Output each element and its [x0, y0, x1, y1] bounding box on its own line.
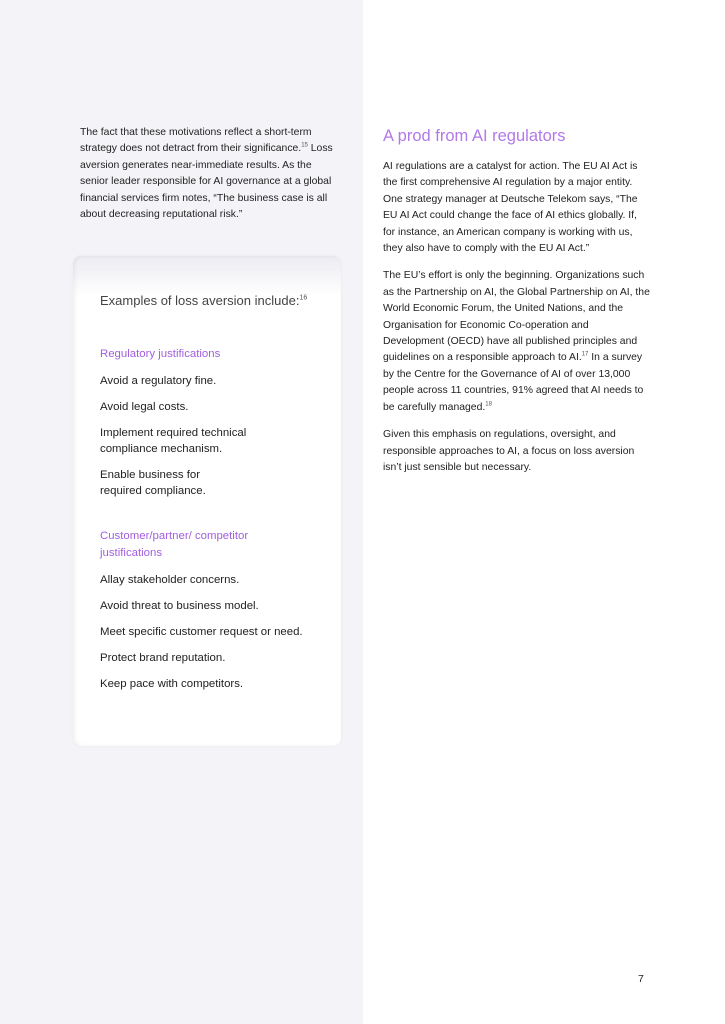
intro-paragraph [80, 125, 342, 223]
list-item: Implement required technical compliance mechanism. [100, 427, 247, 455]
card-title-text: Examples of loss aversion include: [100, 293, 300, 308]
paragraph: AI regulations are a catalyst for action. The EU AI Act is the first comprehensive AI regulation by a major entity. One strategy manager at Deutsche Telekom says, “The EU AI Act could change the face of AI ethics globally. If, for instance, an American company is working with us, they also have to comply with the EU AI Act.” [383, 161, 638, 255]
list-item: Avoid a regulatory fine. [100, 375, 217, 387]
footnote-ref: 17 [581, 352, 589, 358]
footnote-ref: 16 [299, 294, 308, 302]
paragraph-text: The EU’s effort is only the beginning. Organizations such as the Partnership on AI, the Global Partnership on AI, the World Economic Forum, the United Nations, and the Organisation for Economic Co-operation and Development (OECD) have all published principles and guidelines on a responsible approach to AI. [383, 270, 650, 364]
list-item: Avoid threat to business model. [100, 600, 259, 612]
paragraph: Given this emphasis on regulations, oversight, and responsible approaches to AI, a focus on loss aversion isn’t just sensible but necessary. [383, 429, 635, 473]
intro-line-1: The fact that these motivations reflect a short-term strategy does not detract from their significance. [80, 127, 312, 155]
footnote-ref: 18 [485, 401, 492, 408]
right-column [383, 125, 651, 487]
list-item: Meet specific customer request or need. [100, 626, 303, 638]
list-item: Allay stakeholder concerns. [100, 574, 240, 586]
paragraph [383, 268, 651, 416]
footnote-ref: 15 [301, 142, 308, 149]
customer-section [100, 528, 330, 702]
section-heading: Customer/partner/ competitor justifications [100, 530, 249, 559]
section-heading: Regulatory justifications [100, 348, 221, 360]
regulatory-section [100, 346, 330, 509]
loss-aversion-card [73, 256, 341, 746]
intro-line-2: Loss aversion generates near-immediate results. As the senior leader responsible for AI governance at a global financial services firm notes, “The business case is all about decreasing reputational risk.” [80, 143, 333, 221]
list-item: Enable business for required compliance. [100, 469, 206, 497]
page-number: 7 [638, 973, 644, 985]
paragraph-text: In a survey by the Centre for the Governance of AI of over 13,000 people across 11 countries, 91% agreed that AI needs to be carefully managed. [383, 352, 644, 413]
list-item: Avoid legal costs. [100, 401, 189, 413]
section-title: A prod from AI regulators [383, 127, 566, 145]
list-item: Protect brand reputation. [100, 652, 226, 664]
card-title [100, 292, 330, 310]
intro-text [80, 125, 342, 223]
list-item: Keep pace with competitors. [100, 678, 244, 690]
